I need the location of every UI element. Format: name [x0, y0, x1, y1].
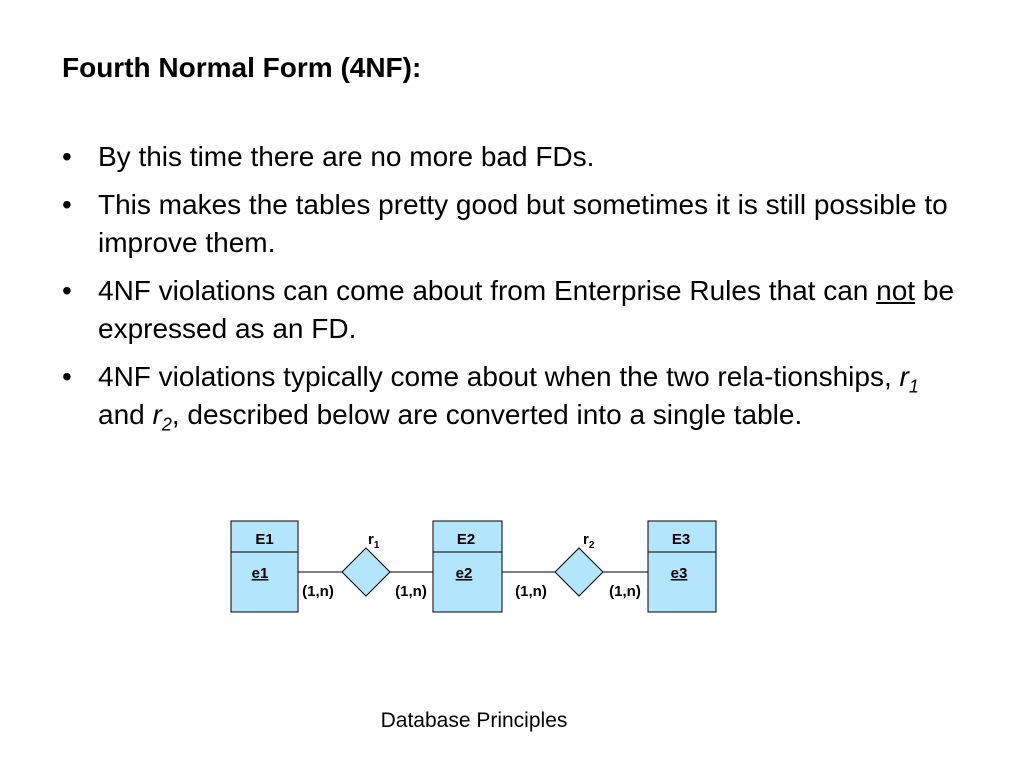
underlined-not: not: [876, 275, 916, 306]
relationship-subscript: 1: [373, 540, 380, 551]
relationship-subscript: 1: [908, 376, 919, 397]
bullet-text: 4NF violations typically come about when the two rela-tionships,: [98, 361, 900, 392]
bullet-text: By this time there are no more bad FDs.: [98, 141, 595, 172]
slide-title: Fourth Normal Form (4NF):: [62, 52, 422, 83]
bullet-marker: •: [62, 361, 72, 392]
relationship-label: [583, 531, 595, 551]
entity-key-attribute: e3: [670, 565, 688, 582]
bullet-marker: •: [62, 189, 72, 220]
relationship-r1: [342, 531, 390, 596]
bullet-text: and: [98, 399, 153, 430]
entity-e3: [648, 521, 716, 612]
cardinality-label: (1,n): [609, 583, 641, 600]
relationship-label: [368, 531, 380, 551]
cardinality-label: (1,n): [395, 583, 427, 600]
entity-name: E2: [456, 531, 476, 548]
relationship-subscript: 2: [588, 540, 595, 551]
relationship-r2: [555, 531, 603, 596]
entity-key-attribute: e2: [455, 565, 473, 582]
relationship-symbol: r: [152, 399, 162, 430]
bullet-text: be expressed as an FD.: [98, 275, 955, 344]
bullet-marker: •: [62, 141, 72, 172]
cardinality-label: (1,n): [515, 583, 547, 600]
entity-key-attribute: e1: [251, 565, 269, 582]
relationship-diamond: [342, 548, 390, 596]
bullet-text: 4NF violations can come about from Enterprise Rules that can: [98, 275, 877, 306]
relationship-symbol: r: [899, 361, 909, 392]
bullet-text: , described below are converted into a single table.: [171, 399, 803, 430]
bullet-text: This makes the tables pretty good but sometimes it is still possible to improve them.: [98, 189, 948, 258]
entity-e2: [433, 521, 502, 612]
cardinality-label: (1,n): [302, 583, 334, 600]
relationship-diamond: [555, 548, 603, 596]
relationship-letter: r: [368, 531, 374, 548]
entity-e1: [231, 521, 298, 612]
footer-text: Database Principles: [380, 709, 568, 732]
relationship-letter: r: [583, 531, 589, 548]
bullet-marker: •: [62, 275, 72, 306]
entity-name: E3: [671, 531, 691, 548]
relationship-subscript: 2: [161, 414, 172, 435]
entity-name: E1: [255, 531, 274, 548]
